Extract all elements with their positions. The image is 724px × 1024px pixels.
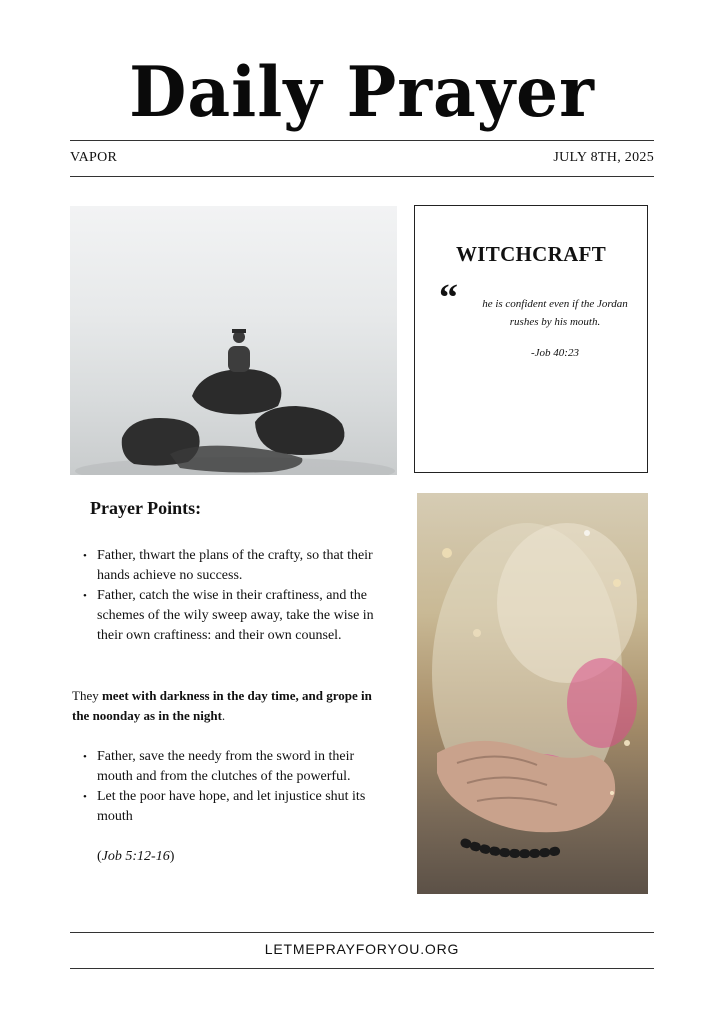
paragraph-end: .: [221, 708, 226, 723]
citation-open: (: [97, 849, 102, 864]
footer-website: LETMEPRAYFORYOU.ORG: [264, 941, 460, 957]
prayer-points-heading: Prayer Points:: [90, 498, 202, 518]
feature-quote-box: [414, 205, 648, 473]
feature-quote: he is confident even if the Jordan rushes by his mouth.: [482, 298, 628, 328]
prayer-point: • Father, thwart the plans of the crafty, so that their hands achieve no success.: [80, 546, 380, 586]
prayer-point: • Let the poor have hope, and let injustice shut its mouth: [80, 787, 380, 827]
header-bottom-rule: [70, 176, 654, 177]
paragraph-bold: meet with darkness in the day time, and grope in the noonday as in the night: [72, 688, 372, 723]
header-top-rule: [70, 140, 654, 141]
prayer-point: • Father, catch the wise in their craftiness, and the schemes of the wily sweep away, take the wise in their own craftiness: and their own counsel.: [80, 586, 380, 646]
fog-rock-illustration: [70, 206, 397, 475]
feature-reference: -Job 40:23: [531, 347, 579, 359]
citation-ref: Job 5:12-16: [101, 849, 170, 864]
fog-rock-photo: [70, 206, 397, 475]
feature-title: WITCHCRAFT: [455, 242, 606, 266]
hands-powder-photo: [417, 493, 648, 894]
footer-top-rule: [70, 932, 654, 933]
quote-mark-icon: “: [439, 277, 458, 319]
prayer-points-list-2: [80, 747, 380, 827]
prayer-point: • Father, save the needy from the sword in their mouth and from the clutches of the powerful.: [80, 747, 380, 787]
masthead-title: Daily Prayer: [129, 51, 595, 133]
scripture-paragraph: [72, 686, 372, 726]
scripture-citation: [97, 847, 174, 867]
hands-powder-illustration: [417, 493, 648, 894]
section-label: VAPOR: [70, 150, 118, 165]
prayer-points-list-1: [80, 546, 380, 646]
footer-bottom-rule: [70, 968, 654, 969]
citation-close: ): [169, 849, 175, 864]
paragraph-lead: They: [72, 688, 102, 703]
issue-date: JULY 8TH, 2025: [553, 150, 654, 165]
